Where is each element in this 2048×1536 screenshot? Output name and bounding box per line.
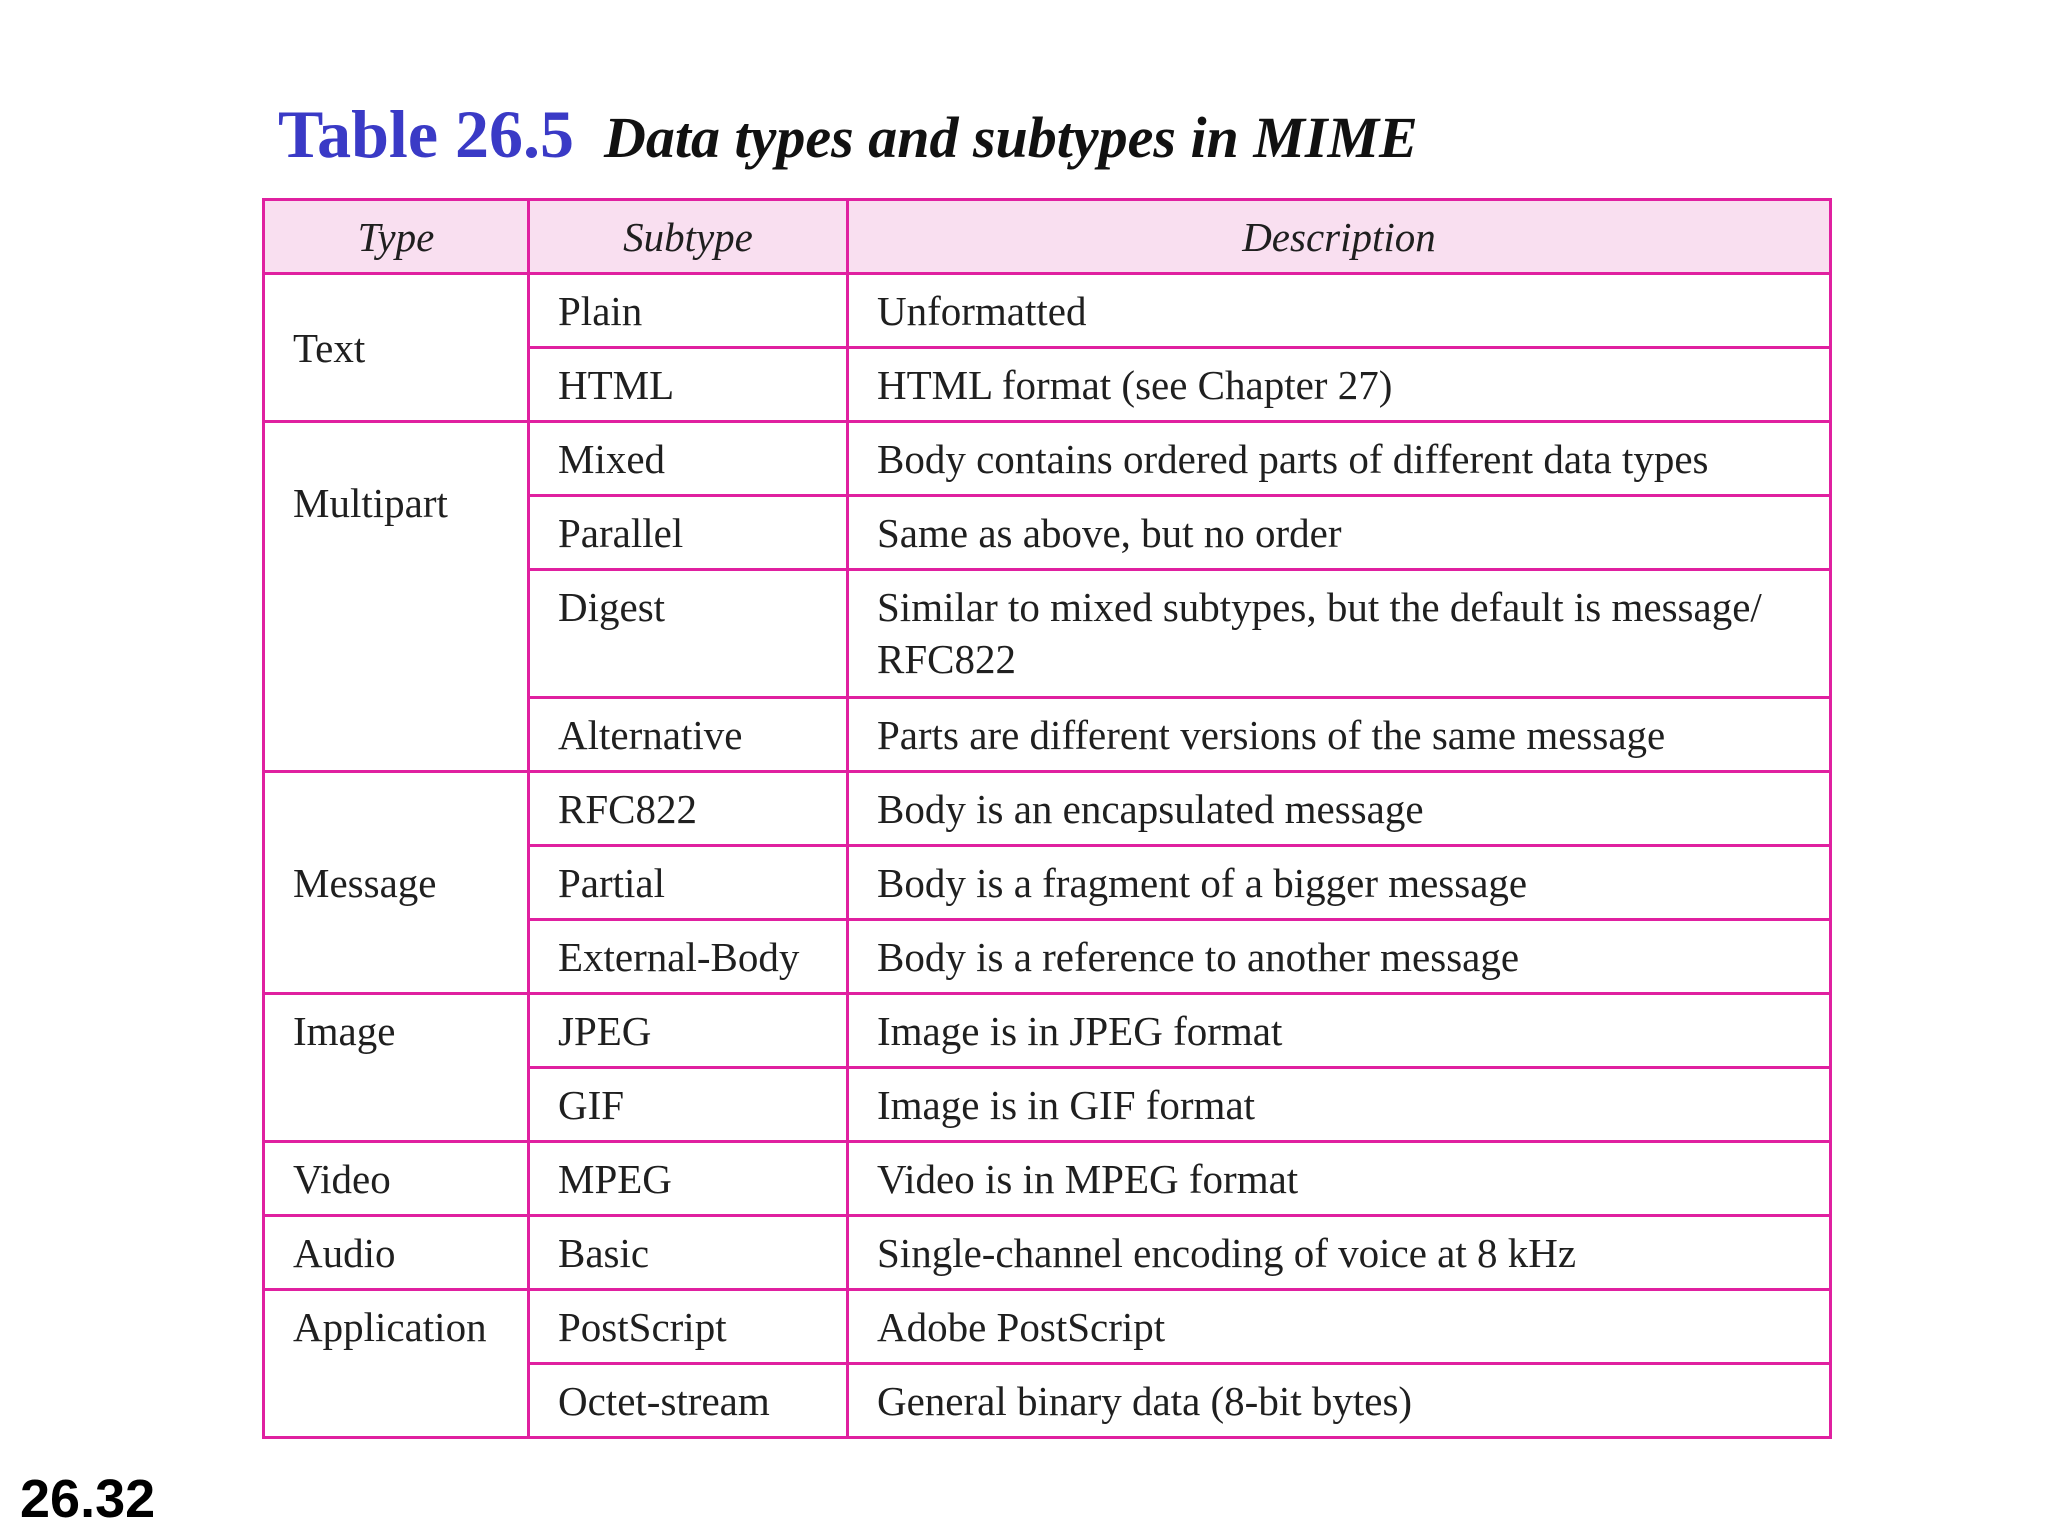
table-title bbox=[278, 96, 1418, 172]
description-cell: Parts are different versions of the same message bbox=[848, 698, 1831, 772]
table-row bbox=[264, 994, 1831, 1068]
description-cell: Same as above, but no order bbox=[848, 496, 1831, 570]
subtype-cell: MPEG bbox=[529, 1142, 848, 1216]
subtype-cell: External-Body bbox=[529, 920, 848, 994]
description-cell: Adobe PostScript bbox=[848, 1290, 1831, 1364]
type-cell: Audio bbox=[264, 1216, 529, 1290]
description-line: RFC822 bbox=[877, 636, 1016, 682]
type-cell bbox=[264, 422, 529, 772]
header-description: Description bbox=[848, 200, 1831, 274]
description-cell: Body is a reference to another message bbox=[848, 920, 1831, 994]
table-row bbox=[264, 772, 1831, 846]
subtype-cell: HTML bbox=[529, 348, 848, 422]
table-row bbox=[264, 1142, 1831, 1216]
description-line: Similar to mixed subtypes, but the default is message/ bbox=[877, 584, 1762, 630]
description-cell: HTML format (see Chapter 27) bbox=[848, 348, 1831, 422]
subtype-cell: Octet-stream bbox=[529, 1364, 848, 1438]
description-cell: Body is a fragment of a bigger message bbox=[848, 846, 1831, 920]
mime-types-table bbox=[262, 198, 1832, 1439]
subtype-cell: JPEG bbox=[529, 994, 848, 1068]
type-cell: Text bbox=[264, 274, 529, 422]
header-subtype: Subtype bbox=[529, 200, 848, 274]
description-cell: Body contains ordered parts of different data types bbox=[848, 422, 1831, 496]
description-cell bbox=[848, 570, 1831, 698]
subtype-cell: Plain bbox=[529, 274, 848, 348]
table-row bbox=[264, 422, 1831, 496]
table-number: Table 26.5 bbox=[278, 96, 575, 172]
slide-number: 26.32 bbox=[20, 1469, 156, 1529]
subtype-cell: GIF bbox=[529, 1068, 848, 1142]
type-cell: Message bbox=[264, 772, 529, 994]
description-cell: Unformatted bbox=[848, 274, 1831, 348]
subtype-cell: Mixed bbox=[529, 422, 848, 496]
description-cell: Body is an encapsulated message bbox=[848, 772, 1831, 846]
description-cell: General binary data (8-bit bytes) bbox=[848, 1364, 1831, 1438]
description-cell: Video is in MPEG format bbox=[848, 1142, 1831, 1216]
subtype-cell: RFC822 bbox=[529, 772, 848, 846]
subtype-cell: Alternative bbox=[529, 698, 848, 772]
subtype-cell: Parallel bbox=[529, 496, 848, 570]
header-row bbox=[264, 200, 1831, 274]
type-label: Multipart bbox=[293, 479, 448, 526]
type-cell: Video bbox=[264, 1142, 529, 1216]
subtype-cell: Digest bbox=[529, 570, 848, 698]
description-cell: Single-channel encoding of voice at 8 kHz bbox=[848, 1216, 1831, 1290]
type-cell: Application bbox=[264, 1290, 529, 1438]
description-cell: Image is in GIF format bbox=[848, 1068, 1831, 1142]
table-row bbox=[264, 1216, 1831, 1290]
header-type: Type bbox=[264, 200, 529, 274]
description-cell: Image is in JPEG format bbox=[848, 994, 1831, 1068]
subtype-cell: PostScript bbox=[529, 1290, 848, 1364]
table-row bbox=[264, 1290, 1831, 1364]
subtype-cell: Basic bbox=[529, 1216, 848, 1290]
table-caption: Data types and subtypes in MIME bbox=[604, 105, 1418, 170]
subtype-cell: Partial bbox=[529, 846, 848, 920]
table-row bbox=[264, 274, 1831, 348]
type-cell: Image bbox=[264, 994, 529, 1142]
